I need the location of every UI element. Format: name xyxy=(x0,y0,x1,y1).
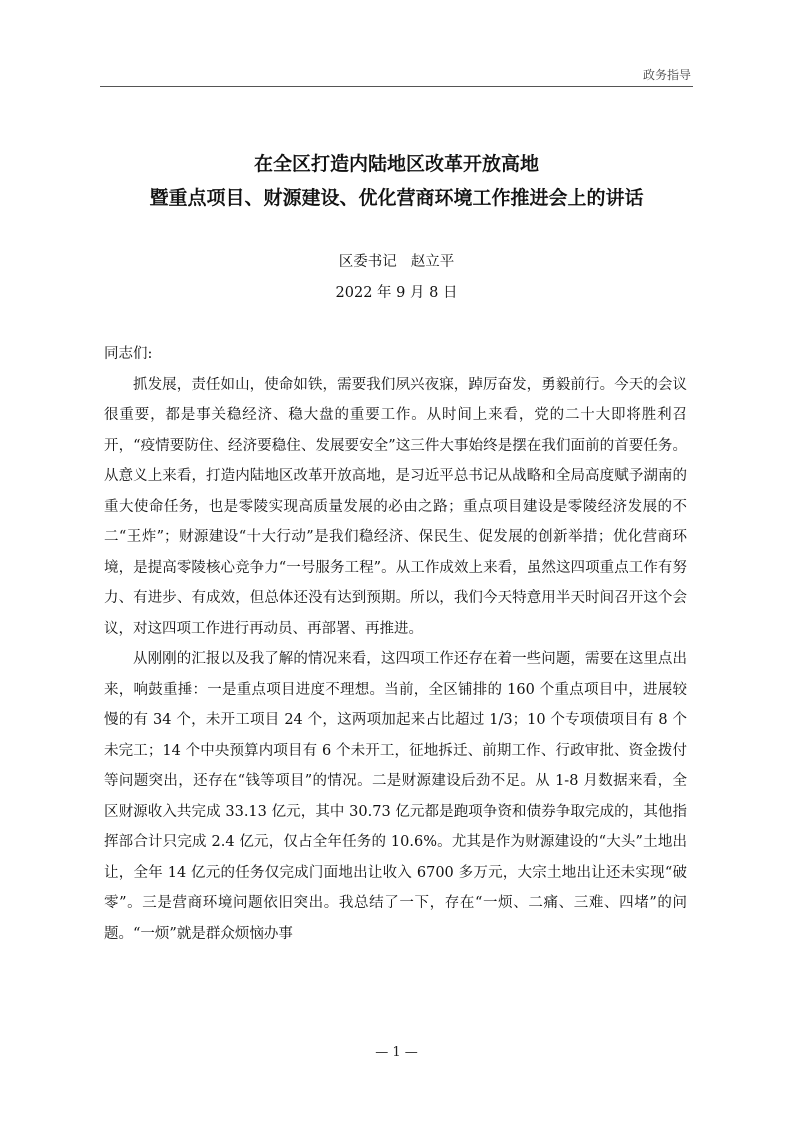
salutation: 同志们: xyxy=(104,346,153,362)
paragraph-1: 抓发展，责任如山，使命如铁，需要我们夙兴夜寐，踔厉奋发，勇毅前行。今天的会议很重要，都是事关稳经济、稳大盘的重要工作。从时间上来看，党的二十大即将胜利召开，“疫情要防住、经济要稳住、发展要安全”这三件大事始终是摆在我们面前的首要任务。从意义上来看，打造内陆地区改革开放高地，是习近平总书记从战略和全局高度赋予湖南的重大使命任务，也是零陵实现高质量发展的必由之路；重点项目建设是零陵经济发展的不二“王炸”；财源建设“十大行动”是我们稳经济、保民生、促发展的创新举措；优化营商环境，是提高零陵核心竞争力“一号服务工程”。从工作成效上来看，虽然这四项重点工作有努力、有进步、有成效，但总体还没有达到预期。所以，我们今天特意用半天时间召开这个会议，对这四项工作进行再动员、再部署、再推进。 xyxy=(104,376,687,637)
speech-body xyxy=(104,339,687,949)
page-number: — 1 — xyxy=(375,1045,418,1060)
byline xyxy=(100,247,693,309)
speech-date: 2022 年 9 月 8 日 xyxy=(335,285,458,301)
author-name: 赵立平 xyxy=(410,254,455,270)
header-divider xyxy=(100,86,693,87)
title-line-2: 暨重点项目、财源建设、优化营商环境工作推进会上的讲话 xyxy=(149,187,644,209)
author-position: 区委书记 xyxy=(338,254,397,270)
author-line xyxy=(100,247,693,278)
title-line-1: 在全区打造内陆地区改革开放高地 xyxy=(253,153,539,175)
section-label: 政务指导 xyxy=(642,68,691,82)
paragraph-2: 从刚刚的汇报以及我了解的情况来看，这四项工作还存在着一些问题，需要在这里点出来，响鼓重捶：一是重点项目进度不理想。当前，全区铺排的 160 个重点项目中，进展较慢的有 34 个，未开工项目 24 个，这两项加起来占比超过 1/3；10 个专项债项目有 8 个未完工；14 个中央预算内项目有 6 个未开工，征地拆迁、前期工作、行政审批、资金拨付等问题突出，还存在“钱等项目”的情况。二是财源建设后劲不足。从 1-8 月数据来看，全区财源收入共完成 33.13 亿元，其中 30.73 亿元都是跑项争资和债券争取完成的，其他指挥部合计只完成 2.4 亿元，仅占全年任务的 10.6%。尤其是作为财源建设的“大头”土地出让，全年 14 亿元的任务仅完成门面地出让收入 6700 多万元，大宗土地出让还未实现“破零”。三是营商环境问题依旧突出。我总结了一下，存在“一烦、二痛、三难、四堵”的问题。“一烦”就是群众烦恼办事 xyxy=(104,651,688,942)
document-title xyxy=(100,147,693,215)
